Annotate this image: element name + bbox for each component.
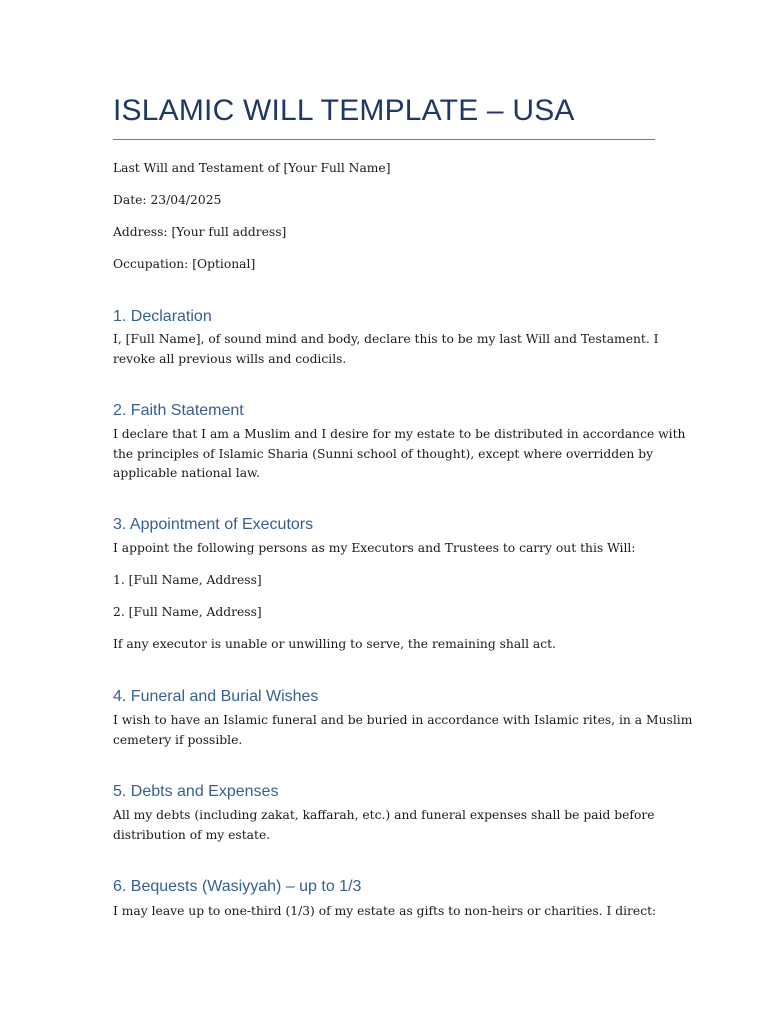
- date-line: Date: 23/04/2025: [113, 193, 222, 207]
- body-line: applicable national law.: [113, 466, 261, 480]
- section-body-debts: [113, 806, 655, 845]
- body-line: I, [Full Name], of sound mind and body, declare this to be my last Will and Testament. I: [113, 332, 659, 346]
- section-body-declaration: [113, 330, 659, 369]
- section-heading-faith-statement: 2. Faith Statement: [113, 402, 244, 419]
- address-line: Address: [Your full address]: [113, 225, 287, 239]
- will-of-line: Last Will and Testament of [Your Full Name]: [113, 161, 391, 175]
- body-line: I wish to have an Islamic funeral and be buried in accordance with Islamic rites, in a Muslim: [113, 713, 693, 727]
- body-line: All my debts (including zakat, kaffarah, etc.) and funeral expenses shall be paid before: [113, 808, 655, 822]
- executors-closing: If any executor is unable or unwilling to serve, the remaining shall act.: [113, 637, 557, 651]
- section-heading-executors: 3. Appointment of Executors: [113, 516, 314, 533]
- title-underline: [113, 139, 655, 140]
- section-heading-funeral: 4. Funeral and Burial Wishes: [113, 688, 319, 705]
- section-body-bequests: [113, 902, 656, 922]
- body-line: I declare that I am a Muslim and I desire for my estate to be distributed in accordance with: [113, 427, 686, 441]
- body-line: distribution of my estate.: [113, 827, 271, 842]
- section-heading-debts: 5. Debts and Expenses: [113, 783, 279, 800]
- executor-item-2: 2. [Full Name, Address]: [113, 605, 262, 619]
- body-line: cemetery if possible.: [113, 732, 243, 747]
- section-heading-bequests: 6. Bequests (Wasiyyah) – up to 1/3: [113, 878, 362, 895]
- section-body-funeral: [113, 711, 692, 750]
- section-heading-declaration: 1. Declaration: [113, 308, 212, 325]
- body-line: the principles of Islamic Sharia (Sunni school of thought), except where overridden by: [113, 446, 654, 461]
- executor-item-1: 1. [Full Name, Address]: [113, 573, 262, 587]
- document-title: ISLAMIC WILL TEMPLATE – USA: [113, 94, 575, 127]
- body-line: I may leave up to one-third (1/3) of my estate as gifts to non-heirs or charities. I direct:: [113, 904, 657, 918]
- body-line: revoke all previous wills and codicils.: [113, 351, 347, 366]
- occupation-line: Occupation: [Optional]: [113, 257, 256, 271]
- section-body-faith-statement: [113, 425, 685, 484]
- executors-intro: I appoint the following persons as my Executors and Trustees to carry out this Will:: [113, 541, 636, 555]
